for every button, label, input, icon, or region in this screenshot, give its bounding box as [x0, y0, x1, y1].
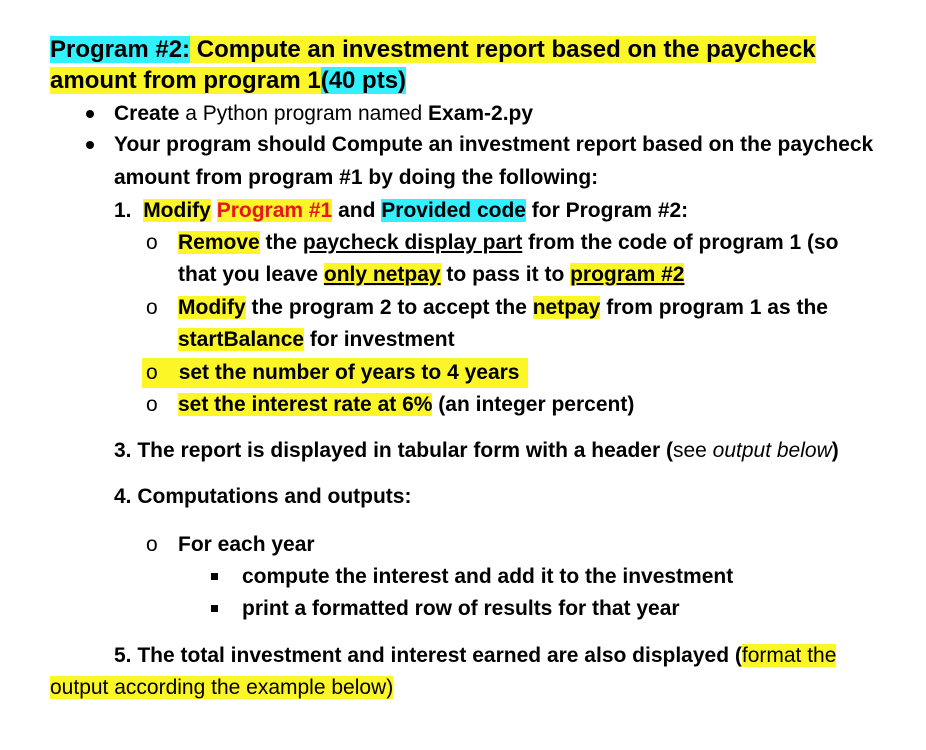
sub-interest — [178, 390, 634, 420]
for-each-year: For each year — [178, 533, 315, 556]
modify-text-2: from program 1 as the — [600, 296, 828, 319]
filename: Exam-2.py — [428, 102, 534, 125]
integer-percent: (an integer percent) — [432, 393, 635, 416]
remove-word: Remove — [178, 231, 260, 254]
step-4: 4. Computations and outputs: — [114, 485, 412, 508]
step-1 — [114, 196, 688, 226]
step-3-output-below: output below — [712, 439, 832, 462]
only-netpay: only netpay — [323, 263, 441, 286]
sub-remove-line-2 — [178, 260, 684, 290]
step-1-modify: Modify — [143, 199, 211, 222]
step-1-rest: for Program #2: — [525, 199, 689, 222]
start-balance: startBalance — [178, 328, 305, 351]
create-verb: Create — [114, 102, 180, 125]
title-text-2: amount from program 1 — [50, 67, 321, 94]
bullet-dot-icon — [86, 110, 94, 118]
netpay-word: netpay — [532, 296, 601, 319]
step-3-see: see — [672, 439, 713, 462]
remove-rest: from the code of program 1 (so — [522, 231, 839, 254]
step-3-close: ) — [831, 439, 839, 462]
square-bullet-icon — [211, 605, 218, 612]
title-line-1 — [50, 33, 816, 67]
interest-rate: set the interest rate at 6% — [178, 393, 433, 416]
step-1-and: and — [332, 199, 382, 222]
create-text: a Python program named — [179, 102, 429, 125]
step-3-text: 3. The report is displayed in tabular form with a header ( — [114, 439, 673, 462]
output-according: output according the example below) — [50, 676, 394, 699]
for-investment: for investment — [304, 328, 455, 351]
modify-word: Modify — [178, 296, 246, 319]
step-1-number: 1. — [114, 199, 132, 222]
title-program-label: Program #2: — [50, 36, 191, 63]
title-points: (40 pts) — [320, 67, 407, 94]
step-5-line-2 — [50, 673, 393, 703]
years-text: set the number of years to 4 years — [178, 361, 520, 384]
pass-text: to pass it to — [440, 263, 571, 286]
sub-remove-line-1 — [178, 228, 839, 258]
bullet-create — [114, 99, 533, 129]
step-5-text: 5. The total investment and interest earned are also displayed ( — [114, 644, 742, 667]
leave-text: that you leave — [178, 263, 324, 286]
step-5-line-1 — [114, 641, 836, 671]
square-bullet-icon — [211, 573, 218, 580]
sub-marker-o: o — [146, 393, 158, 416]
sub-marker-o: o — [146, 231, 158, 254]
bullet-program-line-2: amount from program #1 by doing the following: — [114, 166, 599, 189]
sub-marker-o: o — [146, 533, 158, 556]
sub-modify-line-1 — [178, 293, 828, 323]
step-1-program1: Program #1 — [216, 199, 333, 222]
step-3 — [114, 436, 839, 466]
print-row: print a formatted row of results for that year — [242, 597, 680, 620]
bullet-program-line-1: Your program should Compute an investment report based on the paycheck — [114, 133, 874, 156]
sub-years-row — [142, 358, 528, 388]
sub-marker-o: o — [146, 361, 158, 384]
bullet-dot-icon — [86, 141, 94, 149]
title-text: Compute an investment report based on the paycheck — [190, 36, 816, 63]
compute-interest: compute the interest and add it to the investment — [242, 565, 734, 588]
remove-the: the — [259, 231, 303, 254]
title-line-2 — [50, 64, 406, 98]
step-1-provided-code: Provided code — [381, 199, 526, 222]
modify-text-1: the program 2 to accept the — [245, 296, 533, 319]
format-the: format the — [741, 644, 837, 667]
paycheck-display-part: paycheck display part — [302, 231, 523, 254]
space — [211, 199, 217, 222]
sub-marker-o: o — [146, 296, 158, 319]
program-2-ref: program #2 — [570, 263, 685, 286]
sub-modify-line-2 — [178, 325, 455, 355]
